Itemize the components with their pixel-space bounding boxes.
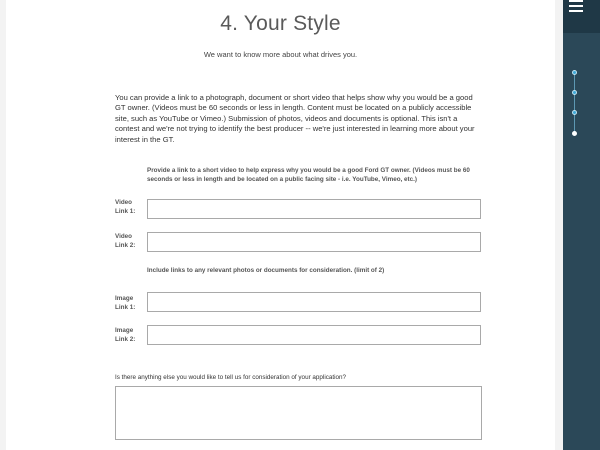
video-link-1-input[interactable] [147, 199, 481, 219]
image-instructions: Include links to any relevant photos or documents for consideration. (limit of 2) [147, 267, 385, 274]
additional-info-textarea[interactable] [115, 386, 482, 440]
page-subtitle: We want to know more about what drives you. [203, 50, 358, 59]
progress-line [574, 72, 575, 134]
form-card [6, 0, 555, 450]
step-dot-completed[interactable] [572, 110, 577, 115]
video-instructions: Provide a link to a short video to help express why you would be a good Ford GT owner. (Videos must be 60 seconds or less in length and be located on a public facing site - i.e. YouTube, Vimeo, etc.) [147, 167, 470, 183]
image-link-1-label: Image Link 1: [115, 295, 136, 311]
video-link-2-label: Video Link 2: [115, 233, 136, 249]
video-link-2-input[interactable] [147, 232, 481, 252]
menu-bar [569, 0, 583, 2]
menu-bar [569, 5, 583, 7]
menu-bar [569, 10, 583, 12]
intro-paragraph: You can provide a link to a photograph, document or short video that helps show why you would be a good GT owner. (Videos must be 60 seconds or less in length. Content must be located on a publicly accessible site, such as YouTube or Vimeo.) Submission of photos, videos and documents is optional. This isn't a contest and we're not trying to identify the best producer -- we're just interested in learning more about your interest in the GT. [115, 93, 475, 144]
image-link-1-input[interactable] [147, 292, 481, 312]
page-title: 4. Your Style [220, 12, 341, 35]
image-link-2-label: Image Link 2: [115, 327, 136, 343]
image-link-2-input[interactable] [147, 325, 481, 345]
step-dot-completed[interactable] [572, 90, 577, 95]
progress-sidebar [563, 0, 600, 450]
step-dot-current[interactable] [572, 131, 577, 136]
step-dot-completed[interactable] [572, 70, 577, 75]
additional-info-question: Is there anything else you would like to tell us for consideration of your application? [115, 374, 347, 381]
hamburger-menu-icon[interactable] [563, 0, 600, 33]
video-link-1-label: Video Link 1: [115, 199, 136, 215]
